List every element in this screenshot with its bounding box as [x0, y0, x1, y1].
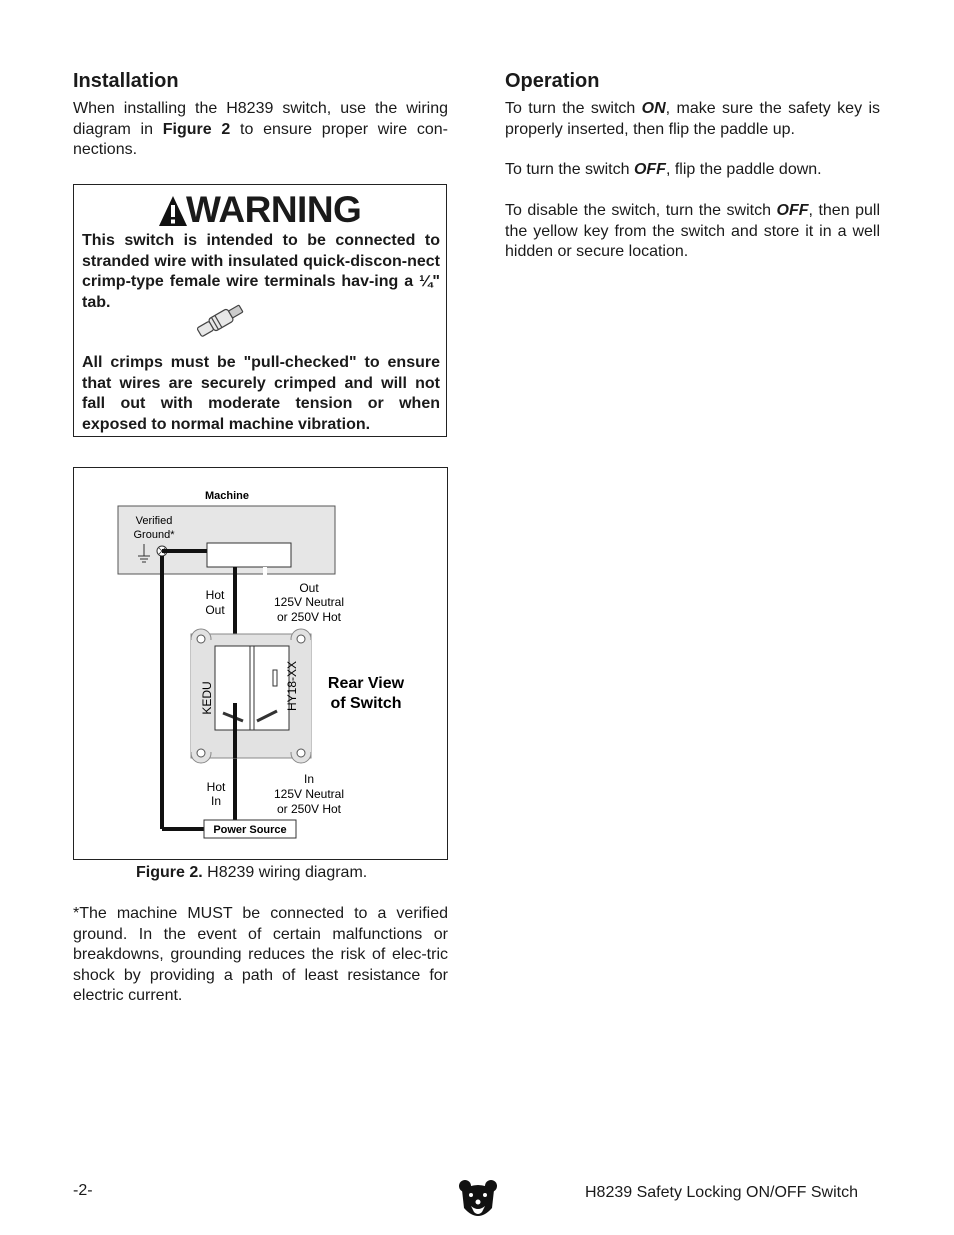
ground-label-2: Ground* — [133, 529, 175, 541]
warning-text-2: All crimps must be "pull-checked" to ensure that wires are securely crimped and will not fall out with moderate tension or when exposed to normal machine vibration. — [82, 354, 440, 433]
ground-label-1: Verified — [135, 515, 173, 527]
warning-title: WARNING — [186, 189, 362, 230]
out-label-2: 125V Neutral — [273, 595, 345, 609]
operation-paragraph-3: To disable the switch, turn the switch OFF, then pull the yellow key from the switch and store it in a well hidden or secure location. — [505, 202, 881, 260]
out-label-3: or 250V Hot — [276, 610, 342, 624]
page-number: -2- — [73, 1182, 93, 1199]
crimp-terminal-icon — [194, 301, 248, 339]
document-title: H8239 Safety Locking ON/OFF Switch — [585, 1184, 858, 1201]
machine-terminal-box — [207, 543, 291, 567]
rear-view-label-2: of Switch — [330, 695, 402, 712]
kedu-label: KEDU — [200, 681, 214, 715]
warning-text-1: This switch is intended to be connected to stranded wire with insulated quick-discon-nect crimp-type female wire terminals hav-ing a ¼" tab. — [82, 232, 440, 311]
figure-box — [73, 467, 448, 860]
machine-label: Machine — [204, 490, 250, 502]
hot-in-label-2: In — [210, 794, 222, 808]
wiring-diagram — [74, 468, 446, 858]
warning-triangle-icon — [158, 195, 188, 227]
power-source-label: Power Source — [213, 824, 287, 836]
operation-paragraph-2: To turn the switch OFF, flip the paddle down. — [505, 161, 822, 178]
hot-in-label-1: Hot — [206, 780, 226, 794]
hy18-label: HY18-XX — [285, 660, 299, 712]
installation-text: When installing the H8239 switch, use the wiring diagram in Figure 2 to ensure proper wire con-nections. — [73, 100, 449, 158]
hot-out-label-2: Out — [205, 603, 225, 617]
installation-heading: Installation — [73, 70, 179, 92]
bear-logo-icon — [458, 1178, 498, 1224]
footnote-text: *The machine MUST be connected to a verified ground. In the event of certain malfunctions or breakdowns, grounding reduces the risk of elec-tric shock by providing a path of least resistance for electric current. — [73, 905, 448, 1004]
in-label-1: In — [303, 772, 315, 786]
rear-view-label-1: Rear View — [327, 675, 405, 692]
operation-heading: Operation — [505, 70, 600, 92]
warning-box — [73, 184, 447, 437]
out-label-1: Out — [299, 581, 319, 595]
hot-out-label-1: Hot — [205, 588, 225, 602]
in-label-2: 125V Neutral — [273, 787, 345, 801]
figure-caption: Figure 2. H8239 wiring diagram. — [136, 864, 368, 881]
operation-paragraph-1: To turn the switch ON, make sure the safety key is properly inserted, then flip the paddle up. — [505, 100, 880, 138]
in-label-3: or 250V Hot — [276, 802, 342, 816]
